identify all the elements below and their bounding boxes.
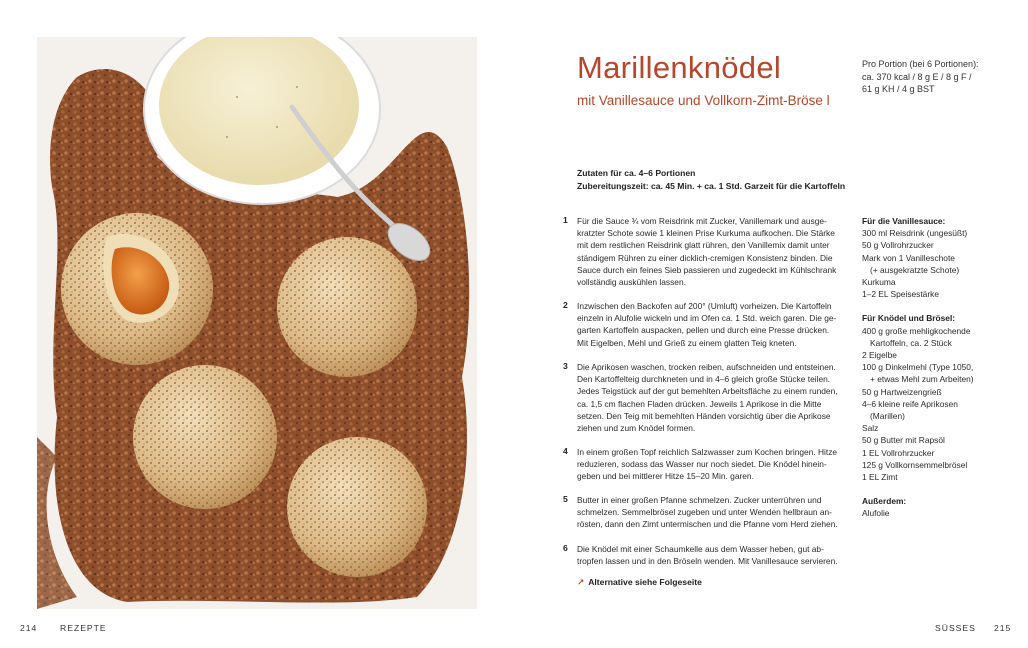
ingredient-line: 50 g Hartweizengrieß: [862, 386, 942, 397]
step-line: tropfen lassen und in den Bröseln wenden. Mit Vanillesauce servieren.: [577, 556, 838, 567]
recipe-title: Marillenknödel: [577, 50, 782, 85]
dumplings-illustration: [37, 37, 477, 609]
step-number: 1: [563, 215, 568, 225]
ingredient-group-heading: Außerdem:: [862, 496, 907, 507]
step-line: mit dem restlichen Reisdrink glatt rühren, den Vanillemix damit unter: [577, 240, 830, 251]
ingredient-line: Mark von 1 Vanilleschote: [862, 252, 955, 263]
step-line: garten Kartoffeln auspacken, pellen und durch eine Presse drücken.: [577, 325, 830, 336]
right-section-label: SÜSSES: [935, 623, 976, 633]
step-line: In einem großen Topf reichlich Salzwasser zum Kochen bringen. Hitze: [577, 447, 838, 457]
step-text: [577, 300, 837, 349]
ingredient-group-sauce: [862, 215, 1012, 300]
step-number: 6: [563, 543, 568, 553]
step-number: 5: [563, 494, 568, 504]
servings-line: Zutaten für ca. 4–6 Portionen: [577, 168, 696, 178]
ingredient-group-heading: Für die Vanillesauce:: [862, 216, 946, 226]
preparation-time-line: Zubereitungszeit: ca. 45 Min. + ca. 1 Std. Garzeit für die Kartoffeln: [577, 181, 846, 191]
ingredient-line: Salz: [862, 423, 879, 434]
step-text: [577, 543, 838, 567]
left-section-label: REZEPTE: [60, 623, 107, 633]
left-page-number: 214: [20, 623, 38, 633]
step-text: [577, 215, 837, 288]
step-line: Butter in einer großen Pfanne schmelzen. Zucker unterrühren und: [577, 495, 822, 505]
step-line: ziehen und zum Knödel formen.: [577, 423, 696, 434]
step-line: einzeln in Alufolie wickeln und im Ofen ca. 1 Std. weich garen. Die ge-: [577, 313, 837, 324]
step-line: reduzieren, sodass das Wasser nur noch siedet. Die Knödel hinein-: [577, 459, 827, 470]
ingredient-line: Alufolie: [862, 508, 890, 519]
nutrition-line: ca. 370 kcal / 8 g E / 8 g F /: [862, 71, 972, 82]
step-line: Die Aprikosen waschen, trocken reiben, aufschneiden und entsteinen.: [577, 362, 836, 372]
recipe-photo: [37, 37, 477, 609]
recipe-subtitle: mit Vanillesauce und Vollkorn-Zimt-Bröse l: [577, 93, 830, 108]
step-number: 4: [563, 446, 568, 456]
step-line: Den Kartoffelteig durchkneten und in 4–6 gleich große Stücke teilen.: [577, 374, 831, 385]
ingredient-line: Kartoffeln, ca. 2 Stück: [870, 337, 952, 348]
ingredient-line: 1 EL Zimt: [862, 472, 898, 483]
step-line: Jedes Teigstück auf der gut bemehlten Arbeitsfläche zu einem runden,: [577, 386, 838, 397]
step-line: setzen. Den Teig mit bemehlten Händen vorsichtig über die Aprikose: [577, 410, 831, 421]
ingredients-list: [862, 215, 1012, 520]
step-line: Sauce durch ein feines Sieb passieren und zugedeckt im Kühlschrank: [577, 264, 837, 275]
ingredient-line: 2 Eigelbe: [862, 350, 897, 361]
step-line: rösten, dann den Zimt untermischen und die Pfanne vom Herd ziehen.: [577, 519, 838, 530]
alternative-link[interactable]: [577, 577, 702, 588]
recipe-meta: [577, 167, 845, 193]
step-line: Die Knödel mit einer Schaumkelle aus dem Wasser heben, gut ab-: [577, 544, 824, 554]
nutrition-info: [862, 58, 1002, 96]
step-line: geben und bei mittlerer Hitze 15–20 Min. garen.: [577, 471, 754, 482]
ingredient-line: Kurkuma: [862, 277, 896, 288]
ingredient-group-extras: [862, 495, 1012, 519]
step-text: [577, 446, 838, 483]
ingredient-line: 300 ml Reisdrink (ungesüßt): [862, 228, 968, 239]
ingredient-line: 50 g Vollrohrzucker: [862, 240, 934, 251]
ingredient-group-dumplings: [862, 312, 1012, 483]
alternative-label: Alternative siehe Folgeseite: [588, 577, 702, 587]
ingredient-group-heading: Für Knödel und Brösel:: [862, 313, 956, 324]
step-line: Inzwischen den Backofen auf 200° (Umluft) vorheizen. Die Kartoffeln: [577, 301, 832, 311]
step-line: kratzter Schote sowie 1 kleinen Prise Kurkuma aufkochen. Die Stärke: [577, 228, 835, 239]
step-number: 3: [563, 361, 568, 371]
step-line: schmelzen. Semmelbrösel zugeben und unter Wenden hellbraun an-: [577, 507, 832, 518]
step-line: Mit Eigelben, Mehl und Grieß zu einem glatten Teig kneten.: [577, 337, 797, 348]
step-line: vollständig auskühlen lassen.: [577, 277, 686, 288]
step-text: [577, 361, 838, 434]
ingredient-line: 100 g Dinkelmehl (Type 1050,: [862, 362, 974, 373]
ingredient-line: (Marillen): [870, 411, 905, 422]
right-page-number: 215: [994, 623, 1012, 633]
ingredient-line: 400 g große mehligkochende: [862, 325, 971, 336]
step-line: Für die Sauce ¾ vom Reisdrink mit Zucker, Vanillemark und ausge-: [577, 216, 827, 226]
ingredient-line: 50 g Butter mit Rapsöl: [862, 435, 945, 446]
nutrition-line: Pro Portion (bei 6 Portionen):: [862, 59, 979, 69]
ingredient-line: 125 g Vollkornsemmelbrösel: [862, 459, 968, 470]
ingredient-line: 1 EL Vollrohrzucker: [862, 447, 935, 458]
ingredient-line: (+ ausgekratzte Schote): [870, 264, 960, 275]
step-line: ca. 1,5 cm flachen Fladen drücken. Jeweils 1 Aprikose in die Mitte: [577, 398, 822, 409]
ingredient-line: 4–6 kleine reife Aprikosen: [862, 398, 958, 409]
arrow-up-right-icon: ↗: [577, 577, 585, 587]
nutrition-line: 61 g KH / 4 g BST: [862, 84, 935, 94]
ingredient-line: + etwas Mehl zum Arbeiten): [870, 374, 974, 385]
step-text: [577, 494, 838, 531]
ingredient-line: 1–2 EL Speisestärke: [862, 289, 939, 300]
step-line: ständigem Rühren zu einer dicklich-cremigen Konsistenz binden. Die: [577, 252, 833, 263]
step-number: 2: [563, 300, 568, 310]
